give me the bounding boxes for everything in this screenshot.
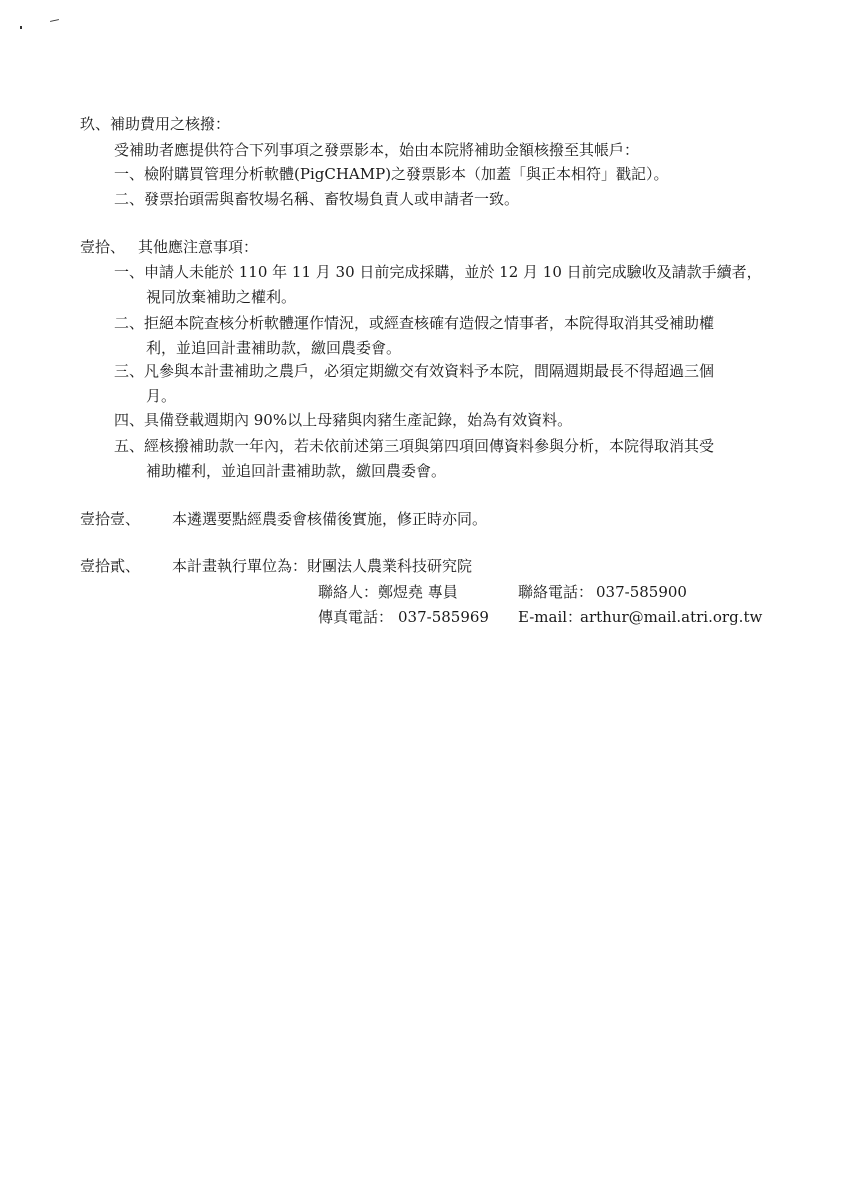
section10-item-3-line1: 三、凡參與本計畫補助之農戶，必須定期繳交有效資料予本院，間隔週期最長不得超過三個 <box>114 362 715 380</box>
section11-heading: 壹拾壹、 <box>80 510 141 528</box>
section10-item-2-line1: 二、拒絕本院查核分析軟體運作情況，或經查核確有造假之情事者，本院得取消其受補助權 <box>114 314 715 332</box>
section10-item-5-line2: 補助權利，並追回計畫補助款，繳回農委會。 <box>146 462 447 480</box>
section10-item-3-line2: 月。 <box>146 387 177 405</box>
section9-heading: 玖、補助費用之核撥： <box>80 115 231 133</box>
contact-name: 鄭煜堯 專員 <box>378 583 458 601</box>
section9-intro: 受補助者應提供符合下列事項之發票影本，始由本院將補助金額核撥至其帳戶： <box>114 141 640 159</box>
fax-label: 傳真電話： <box>318 608 394 626</box>
email-label: E-mail： <box>518 608 583 626</box>
section10-item-4-line1: 四、具備登載週期內 90%以上母豬與肉豬生產記錄，始為有效資料。 <box>114 411 573 429</box>
phone-label: 聯絡電話： <box>518 583 594 601</box>
section12-text: 本計畫執行單位為：財團法人農業科技研究院 <box>172 557 473 575</box>
section12-heading: 壹拾貳、 <box>80 557 141 575</box>
contact-label: 聯絡人： <box>318 583 379 601</box>
scan-mark-dot <box>20 26 22 29</box>
section10-item-2-line2: 利，並追回計畫補助款，繳回農委會。 <box>146 339 402 357</box>
section9-item-2: 二、發票抬頭需與畜牧場名稱、畜牧場負責人或申請者一致。 <box>114 190 520 208</box>
scan-mark-dash <box>50 19 59 22</box>
section9-item-1: 一、檢附購買管理分析軟體(PigCHAMP)之發票影本（加蓋「與正本相符」戳記）。 <box>114 165 669 183</box>
section10-item-1-line1: 一、申請人未能於 110 年 11 月 30 日前完成採購，並於 12 月 10 日前完成驗收及請款手續者， <box>114 263 762 281</box>
email-address: arthur@mail.atri.org.tw <box>580 608 763 626</box>
section10-title: 其他應注意事項： <box>138 238 259 256</box>
section10-item-1-line2: 視同放棄補助之權利。 <box>146 288 297 306</box>
section10-heading: 壹拾、 <box>80 238 126 256</box>
phone-number: 037-585900 <box>596 583 687 601</box>
section11-text: 本遴選要點經農委會核備後實施，修正時亦同。 <box>172 510 488 528</box>
fax-number: 037-585969 <box>398 608 489 626</box>
section10-item-5-line1: 五、經核撥補助款一年內，若未依前述第三項與第四項回傳資料參與分析，本院得取消其受 <box>114 437 715 455</box>
